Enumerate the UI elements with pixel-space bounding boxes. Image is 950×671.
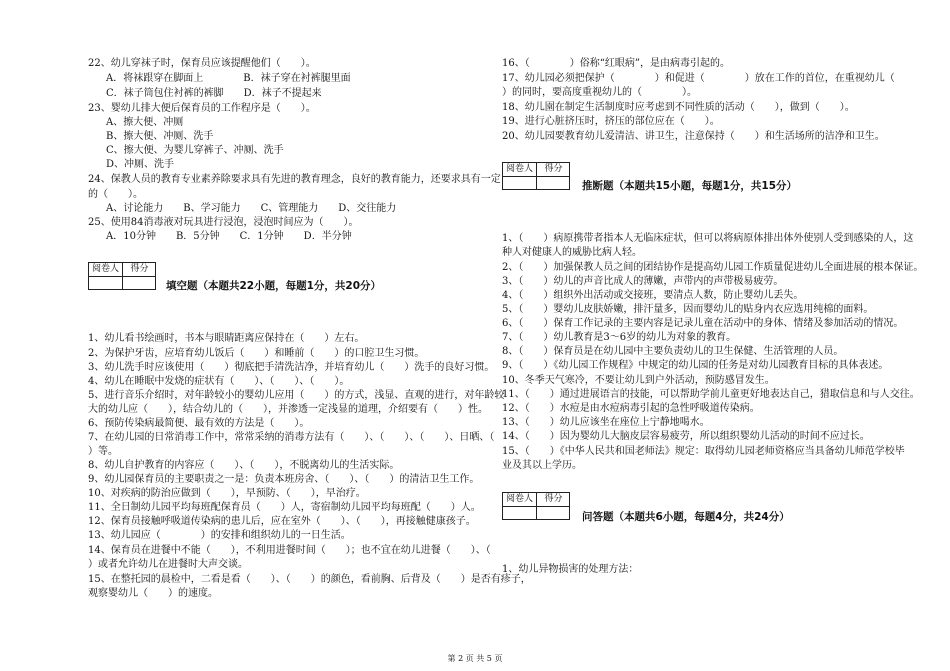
fill-q17: 17、幼儿园必须把保护（ ）和促进（ ）放在工作的首位，在重视幼儿（ (502, 73, 915, 84)
section-title-judge: 推断题（本题共15小题，每题1分，共15分） (582, 180, 798, 192)
question-24: 24、保教人员的教育专业素养除要求具有先进的教育理念，良好的教育能力，还要求具有一定 (88, 174, 501, 185)
fill-q7: 7、在幼儿园的日常消毒工作中，常常采纳的消毒方法有（ ）、（ ）、（ ）、日晒、（ (88, 432, 515, 443)
judge-q2: 2、（ ）加强保教人员之间的团结协作是提高幼儿园工作质量促进幼儿全面进展的根本保证。 (502, 262, 924, 273)
score-box-judge (502, 162, 570, 190)
fill-q5: 5、进行音乐介绍时，对年龄较小的婴幼儿应用（ ）的方式，浅显、直观的进行，对年龄较 (88, 390, 505, 401)
question-23-option-d: D、冲厕、洗手 (106, 159, 175, 170)
fill-q10: 10、对疾病的防治应做到（ ），早预防、（ ），早治疗。 (88, 488, 366, 499)
question-24-options: A、讨论能力 B、学习能力 C、管理能力 D、交往能力 (106, 203, 397, 214)
fill-q12: 12、保育员接触呼吸道传染病的患儿后，应在室外（ ）、（ ），再接触健康孩子。 (88, 516, 476, 527)
section-title-fill: 填空题（本题共22小题，每题1分，共20分） (166, 280, 382, 292)
question-23-option-c: C、擦大便、为婴儿穿裤子、冲厕、洗手 (106, 145, 284, 156)
question-23: 23、婴幼儿排大便后保育员的工作程序是（ ）。 (88, 103, 316, 114)
judge-q5: 5、（ ）婴幼儿皮肤娇嫩，排汗量多，因而婴幼儿的贴身内衣应选用纯棉的面料。 (502, 304, 874, 315)
fill-q17-cont: ）的同时，要高度重视幼儿的（ ）。 (502, 87, 697, 98)
question-25-options: A．10分钟 B．5分钟 C．1分钟 D．半分钟 (106, 231, 352, 242)
fill-q5-cont: 大的幼儿应（ ），结合幼儿的（ ），并渗透一定浅显的道理，介绍要有（ ）性。 (88, 404, 488, 415)
question-25: 25、使用84消毒液对玩具进行浸泡，浸泡时间应为（ ）。 (88, 217, 359, 228)
judge-q15: 15、（ ）《中华人民共和国老师法》规定：取得幼儿园老师资格应当具备幼儿师范学校毕 (502, 446, 905, 457)
reviewer-label: 阅卷人 (505, 494, 533, 504)
fill-q18: 18、幼儿園在制定生活制度时应考虑到不同性质的活动（ ），做到（ ）。 (502, 102, 855, 113)
question-22: 22、幼儿穿袜子时，保育员应该提醒他们（ ）。 (88, 58, 316, 69)
fill-q2: 2、为保护牙齿，应培育幼儿饭后（ ）和睡前（ ）的口腔卫生习惯。 (88, 348, 425, 359)
judge-q9: 9、（ ）《幼儿园工作规程》中规定的幼儿园的任务是对幼儿园教育目标的具体表述。 (502, 360, 889, 371)
judge-q13: 13、（ ）幼儿应该坐在座位上宁静地喝水。 (502, 417, 710, 428)
fill-q1: 1、幼儿看书绘画时，书本与眼睛距离应保持在（ ）左右。 (88, 333, 365, 344)
judge-q8: 8、（ ）保育员是在幼儿园中主要负责幼儿的卫生保健、生活管理的人员。 (502, 346, 844, 357)
fill-q13: 13、幼儿园应（ ）的安排和组织幼儿的一日生活。 (88, 530, 351, 541)
question-22-options-ab: A．将袜跟穿在脚面上 B．袜子穿在衬裤腿里面 (106, 73, 351, 84)
question-23-option-a: A、擦大便、冲厕 (106, 117, 184, 128)
fill-q16: 16、（ ）俗称“红眼病”，是由病毒引起的。 (502, 58, 730, 69)
judge-q11: 11、（ ）通过进展语言的技能，可以帮助学前儿童更好地表达自己，猎取信息和与人交往。 (502, 389, 920, 400)
fill-q9: 9、幼儿园保育员的主要职责之一是：负责本班房舍、（ ）、（ ）的清洁卫生工作。 (88, 474, 480, 485)
judge-q3: 3、（ ）幼儿的声音比成人的薄嫩，声带内的声带极易疲劳。 (502, 276, 784, 287)
qa-q1: 1、幼儿异物损害的处理方法： (502, 564, 639, 575)
score-box-qa (502, 492, 570, 520)
fill-q14-cont: ）或者允许幼儿在进餐时大声交谈。 (88, 559, 248, 570)
fill-q4: 4、幼儿在睡眠中发烧的症状有（ ）、（ ）、（ ）。 (88, 376, 350, 387)
fill-q3: 3、幼儿洗手时应该使用（ ）彻底把手清洗洁净，并培育幼儿（ ）洗手的良好习惯。 (88, 362, 495, 373)
page-footer: 第 2 页 共 5 页 (447, 654, 503, 663)
judge-q7: 7、（ ）幼儿教育是3～6岁的幼儿为对象的教育。 (502, 332, 737, 343)
score-box-fill (88, 262, 156, 290)
score-label: 得分 (122, 263, 156, 276)
reviewer-label: 阅卷人 (91, 264, 119, 274)
fill-q20: 20、幼儿园要教育幼儿爱清洁、讲卫生，注意保持（ ）和生活场所的洁净和卫生。 (502, 131, 885, 142)
judge-q1-cont: 种人对健康人的威胁比病人轻。 (502, 247, 642, 258)
judge-q4: 4、（ ）组织外出活动或交接班，要清点人数，防止婴幼儿丢失。 (502, 290, 804, 301)
fill-q8: 8、幼儿自护教育的内容应（ ）、（ ），不脱离幼儿的生活实际。 (88, 460, 400, 471)
fill-q19: 19、进行心脏挤压时，挤压的部位应在（ ）。 (502, 116, 720, 127)
judge-q15-cont: 业及其以上学历。 (502, 460, 582, 471)
score-label: 得分 (536, 493, 570, 506)
score-label: 得分 (536, 163, 570, 176)
fill-q15-cont: 观察婴幼儿（ ）的速度。 (88, 588, 218, 599)
section-title-qa: 问答题（本题共6小题，每题4分，共24分） (582, 511, 790, 523)
fill-q7-cont: ）等。 (88, 446, 118, 457)
judge-q10: 10、冬季天气寒冷，不要让幼儿到户外活动，预防感冒发生。 (502, 375, 775, 386)
fill-q6: 6、预防传染病最简便、最有效的方法是（ ）。 (88, 418, 310, 429)
fill-q14: 14、保育员在进餐中不能（ ），不利用进餐时间（ ）；也不宜在幼儿进餐（ ）、（ (88, 545, 511, 556)
judge-q14: 14、（ ）因为婴幼儿大脑皮层容易疲劳，所以组织婴幼儿活动的时间不应过长。 (502, 431, 870, 442)
judge-q1: 1、（ ）病原携带者指本人无临床症状，但可以将病原体排出体外使别人受到感染的人，这 (502, 233, 914, 244)
reviewer-label: 阅卷人 (505, 164, 533, 174)
fill-q11: 11、全日制幼儿园平均每班配保育员（ ）人，寄宿制幼儿园平均每班配（ ）人。 (88, 502, 481, 513)
question-22-options-cd: C．袜子筒包住衬裤的裤脚 D．袜子不提起来 (106, 88, 322, 99)
question-23-option-b: B、擦大便、冲厕、洗手 (106, 131, 214, 142)
fill-q15: 15、在整托园的晨检中，二看是看（ ）、（ ）的颜色，看前胸、后背及（ ）是否有疹子， (88, 574, 531, 585)
judge-q12: 12、（ ）水痘是由水痘病毒引起的急性呼吸道传染病。 (502, 403, 760, 414)
question-24-cont: 的（ ）。 (88, 189, 143, 200)
judge-q6: 6、（ ）保育工作记录的主要内容是记录儿童在活动中的身体、情绪及参加活动的情况。 (502, 318, 904, 329)
